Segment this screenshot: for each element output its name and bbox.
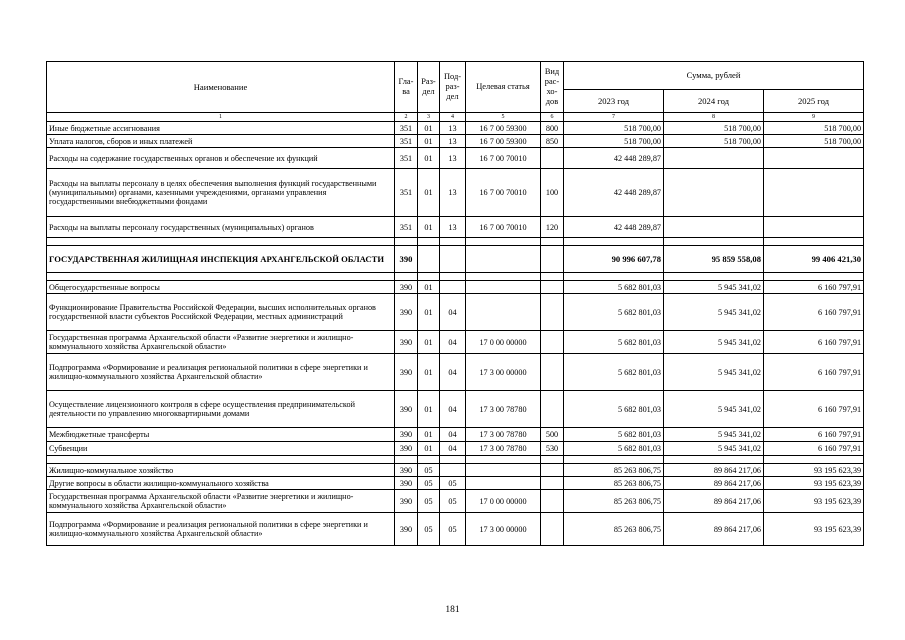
cell-razdel: 05 [418,513,440,546]
cell-glava: 390 [395,294,418,331]
column-number: 9 [764,113,864,122]
cell-vid-rashodov [541,513,564,546]
spacer-cell [418,273,440,281]
cell-vid-rashodov [541,477,564,490]
cell-sum-2023: 90 996 607,78 [564,246,664,273]
cell-podrazdel: 05 [440,490,466,513]
cell-sum-2023: 5 682 801,03 [564,281,664,294]
cell-sum-2023: 5 682 801,03 [564,354,664,391]
table-row [47,354,864,391]
cell-sum-2024: 89 864 217,06 [664,477,764,490]
cell-sum-2023: 518 700,00 [564,122,664,135]
cell-celevaya-statya: 16 7 00 70010 [466,169,541,217]
cell-name: Подпрограмма «Формирование и реализация региональной политики в сфере энергетики и жилищно-коммунального хозяйства Архангельской области» [47,354,395,391]
cell-sum-2025: 6 160 797,91 [764,442,864,456]
spacer-cell [466,273,541,281]
cell-sum-2025: 93 195 623,39 [764,490,864,513]
spacer-cell [418,238,440,246]
cell-podrazdel: 04 [440,391,466,428]
cell-vid-rashodov [541,148,564,169]
spacer-cell [47,456,395,464]
cell-celevaya-statya: 17 3 00 00000 [466,513,541,546]
cell-razdel: 01 [418,217,440,238]
cell-celevaya-statya [466,464,541,477]
cell-vid-rashodov: 100 [541,169,564,217]
spacer-cell [764,456,864,464]
cell-celevaya-statya: 16 7 00 59300 [466,135,541,148]
spacer-cell [564,273,664,281]
cell-name: Расходы на содержание государственных органов и обеспечение их функций [47,148,395,169]
cell-sum-2025: 6 160 797,91 [764,391,864,428]
cell-sum-2024: 5 945 341,02 [664,294,764,331]
column-number: 6 [541,113,564,122]
cell-sum-2025 [764,148,864,169]
cell-sum-2023: 5 682 801,03 [564,294,664,331]
cell-vid-rashodov [541,354,564,391]
table-row [47,148,864,169]
cell-celevaya-statya: 17 0 00 00000 [466,490,541,513]
table-row [47,428,864,442]
cell-podrazdel: 04 [440,428,466,442]
cell-glava: 351 [395,217,418,238]
cell-name: Другие вопросы в области жилищно-коммунального хозяйства [47,477,395,490]
cell-glava: 390 [395,246,418,273]
spacer-cell [664,456,764,464]
header-year-2023: 2023 год [564,90,664,113]
spacer-cell [564,238,664,246]
spacer-cell [440,273,466,281]
cell-name: ГОСУДАРСТВЕННАЯ ЖИЛИЩНАЯ ИНСПЕКЦИЯ АРХАНГЕЛЬСКОЙ ОБЛАСТИ [47,246,395,273]
spacer-cell [395,456,418,464]
spacer-cell [466,238,541,246]
table-row [47,490,864,513]
cell-razdel: 01 [418,354,440,391]
cell-podrazdel [440,464,466,477]
cell-sum-2023: 42 448 289,87 [564,217,664,238]
cell-celevaya-statya: 17 3 00 00000 [466,354,541,391]
cell-sum-2023: 42 448 289,87 [564,169,664,217]
column-number: 1 [47,113,395,122]
cell-sum-2023: 85 263 806,75 [564,477,664,490]
cell-razdel: 01 [418,391,440,428]
table-row [47,464,864,477]
table-row [47,135,864,148]
spacer-cell [440,456,466,464]
cell-podrazdel: 04 [440,331,466,354]
cell-podrazdel: 04 [440,354,466,391]
cell-podrazdel: 04 [440,442,466,456]
spacer-cell [47,238,395,246]
cell-sum-2024: 89 864 217,06 [664,464,764,477]
cell-sum-2024: 89 864 217,06 [664,490,764,513]
spacer-row [47,456,864,464]
cell-celevaya-statya: 16 7 00 70010 [466,217,541,238]
table-row [47,281,864,294]
cell-sum-2024: 518 700,00 [664,135,764,148]
column-number: 4 [440,113,466,122]
cell-vid-rashodov [541,281,564,294]
cell-celevaya-statya: 17 0 00 00000 [466,331,541,354]
cell-vid-rashodov: 120 [541,217,564,238]
cell-sum-2024: 5 945 341,02 [664,391,764,428]
cell-sum-2025: 6 160 797,91 [764,294,864,331]
cell-sum-2025 [764,217,864,238]
cell-razdel: 05 [418,464,440,477]
spacer-cell [764,238,864,246]
cell-razdel: 01 [418,169,440,217]
table-row [47,122,864,135]
cell-glava: 351 [395,169,418,217]
header-summa: Сумма, рублей [564,62,864,90]
cell-podrazdel: 05 [440,477,466,490]
column-number: 2 [395,113,418,122]
table-row [47,477,864,490]
cell-razdel: 01 [418,294,440,331]
cell-sum-2023: 85 263 806,75 [564,464,664,477]
cell-sum-2024: 5 945 341,02 [664,331,764,354]
spacer-cell [541,238,564,246]
header-glava: Гла-ва [395,62,418,113]
table-row [47,391,864,428]
cell-vid-rashodov [541,246,564,273]
cell-razdel [418,246,440,273]
cell-sum-2023: 518 700,00 [564,135,664,148]
cell-celevaya-statya [466,281,541,294]
cell-glava: 390 [395,442,418,456]
table-row [47,217,864,238]
cell-razdel: 05 [418,490,440,513]
cell-podrazdel: 13 [440,122,466,135]
spacer-row [47,273,864,281]
table-row [47,513,864,546]
cell-sum-2024: 5 945 341,02 [664,354,764,391]
cell-razdel: 01 [418,122,440,135]
cell-vid-rashodov [541,391,564,428]
cell-glava: 351 [395,135,418,148]
cell-sum-2025: 518 700,00 [764,135,864,148]
cell-sum-2024 [664,148,764,169]
cell-sum-2024: 5 945 341,02 [664,442,764,456]
table-row [47,169,864,217]
cell-sum-2025: 6 160 797,91 [764,281,864,294]
cell-celevaya-statya: 17 3 00 78780 [466,428,541,442]
header-podrazdel: Под-раз-дел [440,62,466,113]
cell-sum-2023: 5 682 801,03 [564,331,664,354]
cell-sum-2025: 6 160 797,91 [764,354,864,391]
cell-name: Осуществление лицензионного контроля в сфере осуществления предпринимательской деятельности по управлению многоквартирными домами [47,391,395,428]
table-row [47,442,864,456]
table-body [47,122,864,546]
section-header-row [47,246,864,273]
cell-razdel: 05 [418,477,440,490]
cell-name: Общегосударственные вопросы [47,281,395,294]
cell-celevaya-statya: 17 3 00 78780 [466,442,541,456]
cell-razdel: 01 [418,442,440,456]
cell-razdel: 01 [418,135,440,148]
cell-sum-2025: 93 195 623,39 [764,477,864,490]
cell-sum-2024 [664,169,764,217]
cell-sum-2024: 5 945 341,02 [664,428,764,442]
cell-sum-2025: 99 406 421,30 [764,246,864,273]
cell-podrazdel [440,246,466,273]
spacer-cell [466,456,541,464]
cell-sum-2023: 5 682 801,03 [564,391,664,428]
cell-vid-rashodov [541,464,564,477]
spacer-cell [395,273,418,281]
cell-vid-rashodov [541,294,564,331]
cell-razdel: 01 [418,428,440,442]
spacer-cell [664,273,764,281]
header-year-2024: 2024 год [664,90,764,113]
cell-vid-rashodov: 850 [541,135,564,148]
cell-name: Государственная программа Архангельской области «Развитие энергетики и жилищно-коммунального хозяйства Архангельской области» [47,331,395,354]
cell-glava: 390 [395,331,418,354]
cell-vid-rashodov [541,490,564,513]
header-year-2025: 2025 год [764,90,864,113]
cell-name: Функционирование Правительства Российской Федерации, высших исполнительных органов государственной власти субъектов Российской Федерации, местных администраций [47,294,395,331]
cell-celevaya-statya: 16 7 00 70010 [466,148,541,169]
cell-celevaya-statya [466,246,541,273]
header-name: Наименование [47,62,395,113]
header-vid-rashodov: Вид рас-хо-дов [541,62,564,113]
budget-sheet [46,61,864,546]
cell-sum-2024 [664,217,764,238]
cell-podrazdel: 13 [440,135,466,148]
table-row [47,331,864,354]
column-number: 3 [418,113,440,122]
cell-name: Межбюджетные трансферты [47,428,395,442]
cell-celevaya-statya [466,477,541,490]
cell-sum-2023: 5 682 801,03 [564,442,664,456]
cell-sum-2023: 85 263 806,75 [564,513,664,546]
column-number: 5 [466,113,541,122]
cell-sum-2025: 6 160 797,91 [764,331,864,354]
budget-table [46,61,864,546]
cell-sum-2024: 89 864 217,06 [664,513,764,546]
cell-podrazdel: 05 [440,513,466,546]
cell-name: Расходы на выплаты персоналу государственных (муниципальных) органов [47,217,395,238]
cell-podrazdel: 04 [440,294,466,331]
column-number: 8 [664,113,764,122]
cell-name: Уплата налогов, сборов и иных платежей [47,135,395,148]
cell-sum-2025: 6 160 797,91 [764,428,864,442]
cell-sum-2025: 93 195 623,39 [764,464,864,477]
cell-podrazdel: 13 [440,148,466,169]
column-number: 7 [564,113,664,122]
cell-glava: 390 [395,428,418,442]
cell-glava: 390 [395,354,418,391]
cell-vid-rashodov: 500 [541,428,564,442]
cell-sum-2023: 5 682 801,03 [564,428,664,442]
cell-vid-rashodov: 800 [541,122,564,135]
spacer-row [47,238,864,246]
cell-celevaya-statya [466,294,541,331]
spacer-cell [541,273,564,281]
cell-vid-rashodov [541,331,564,354]
cell-sum-2024: 518 700,00 [664,122,764,135]
cell-name: Жилищно-коммунальное хозяйство [47,464,395,477]
cell-razdel: 01 [418,148,440,169]
cell-glava: 390 [395,464,418,477]
header-razdel: Раз-дел [418,62,440,113]
cell-glava: 390 [395,391,418,428]
table-row [47,294,864,331]
cell-sum-2025: 518 700,00 [764,122,864,135]
header-celevaya-statya: Целевая статья [466,62,541,113]
cell-sum-2023: 42 448 289,87 [564,148,664,169]
cell-sum-2024: 95 859 558,08 [664,246,764,273]
spacer-cell [564,456,664,464]
cell-vid-rashodov: 530 [541,442,564,456]
cell-celevaya-statya: 17 3 00 78780 [466,391,541,428]
cell-name: Расходы на выплаты персоналу в целях обеспечения выполнения функций государственными (муниципальными) органами, казенными учреждениями, органами управления государственными внебюджетными фондами [47,169,395,217]
cell-sum-2025 [764,169,864,217]
cell-glava: 390 [395,477,418,490]
cell-sum-2023: 85 263 806,75 [564,490,664,513]
cell-podrazdel: 13 [440,217,466,238]
cell-glava: 351 [395,122,418,135]
cell-glava: 351 [395,148,418,169]
cell-glava: 390 [395,281,418,294]
spacer-cell [418,456,440,464]
cell-podrazdel [440,281,466,294]
spacer-cell [664,238,764,246]
spacer-cell [440,238,466,246]
cell-razdel: 01 [418,281,440,294]
column-numbers-row [47,113,864,122]
page-number: 181 [445,605,460,615]
cell-name: Иные бюджетные ассигнования [47,122,395,135]
cell-sum-2025: 93 195 623,39 [764,513,864,546]
cell-celevaya-statya: 16 7 00 59300 [466,122,541,135]
spacer-cell [395,238,418,246]
cell-name: Субвенции [47,442,395,456]
spacer-cell [764,273,864,281]
cell-razdel: 01 [418,331,440,354]
spacer-cell [47,273,395,281]
cell-sum-2024: 5 945 341,02 [664,281,764,294]
cell-glava: 390 [395,490,418,513]
cell-podrazdel: 13 [440,169,466,217]
cell-name: Подпрограмма «Формирование и реализация региональной политики в сфере энергетики и жилищно-коммунального хозяйства Архангельской области» [47,513,395,546]
cell-name: Государственная программа Архангельской области «Развитие энергетики и жилищно-коммунального хозяйства Архангельской области» [47,490,395,513]
cell-glava: 390 [395,513,418,546]
spacer-cell [541,456,564,464]
